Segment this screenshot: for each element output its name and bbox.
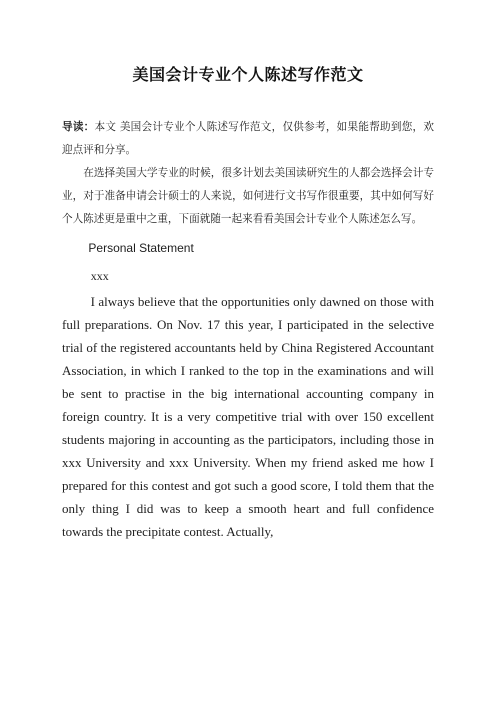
chinese-paragraph: 在选择美国大学专业的时候，很多计划去美国读研究生的人都会选择会计专业，对于准备申请会计硕士的人来说，如何进行文书写作很重要，其中如何写好个人陈述更是重中之重，下面就随一起来看看美国会计专业个人陈述怎么写。: [62, 167, 434, 225]
intro-label: 导读：: [62, 121, 95, 133]
english-paragraph: I always believe that the opportunities only dawned on those with full preparations. On Nov. 17 this year, I participated in the selective trial of the registered accountants held by China Registered Accountant Association, in which I ranked to the top in the examinations and will be sent to practise in the big international accounting company in foreign country. It is a very competitive trial with over 150 excellent students majoring in accounting as the participators, including those in xxx University and xxx University. When my friend asked me how I prepared for this contest and got such a good score, I told them that the only thing I did was to keep a smooth heart and full confidence towards the precipitate contest. Actually,: [62, 294, 434, 539]
intro-text: 本文 美国会计专业个人陈述写作范文，仅供参考，如果能帮助到您，欢迎点评和分享。: [62, 121, 434, 156]
author-name: xxx: [90, 269, 109, 283]
document-title: 美国会计专业个人陈述写作范文: [132, 65, 364, 84]
intro-paragraph: [62, 116, 434, 162]
statement-heading: Personal Statement: [88, 241, 194, 255]
